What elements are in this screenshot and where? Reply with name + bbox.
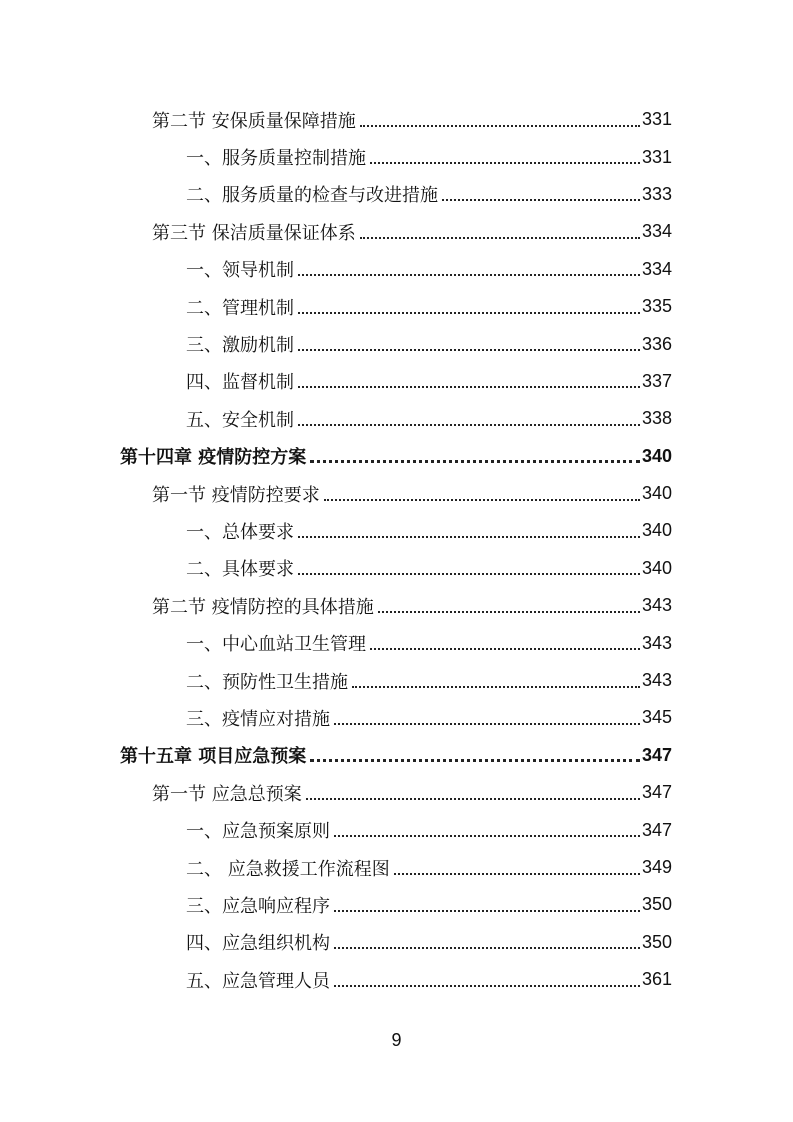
toc-entry-title: 第十四章 疫情防控方案 bbox=[120, 447, 307, 469]
toc-entry-page: 343 bbox=[641, 670, 672, 691]
toc-entry-title: 第二节 安保质量保障措施 bbox=[152, 110, 356, 132]
toc-entry-title: 第一节 疫情防控要求 bbox=[152, 484, 320, 506]
toc-entry-page: 338 bbox=[641, 408, 672, 429]
toc-entry-title: 四、应急组织机构 bbox=[186, 933, 330, 955]
toc-entry-title: 第三节 保洁质量保证体系 bbox=[152, 222, 356, 244]
page-number: 9 bbox=[391, 1030, 402, 1050]
toc-section-entry[interactable] bbox=[0, 774, 793, 811]
dot-leader bbox=[360, 111, 642, 129]
dot-leader bbox=[310, 447, 642, 465]
table-of-contents bbox=[0, 101, 793, 998]
toc-entry-page: 336 bbox=[641, 333, 672, 354]
toc-entry-page: 333 bbox=[641, 183, 672, 204]
toc-chapter-entry[interactable] bbox=[0, 438, 793, 475]
dot-leader bbox=[370, 148, 642, 166]
toc-item-entry[interactable] bbox=[0, 961, 793, 998]
dot-leader bbox=[298, 559, 642, 577]
toc-entry-page: 340 bbox=[641, 520, 672, 541]
toc-item-entry[interactable] bbox=[0, 138, 793, 175]
toc-entry-page: 334 bbox=[641, 221, 672, 242]
dot-leader bbox=[394, 859, 642, 877]
toc-entry-title: 二、预防性卫生措施 bbox=[186, 671, 348, 693]
toc-item-entry[interactable] bbox=[0, 624, 793, 661]
toc-entry-page: 347 bbox=[641, 744, 672, 765]
toc-item-entry[interactable] bbox=[0, 512, 793, 549]
toc-entry-title: 一、领导机制 bbox=[186, 260, 294, 282]
toc-entry-page: 335 bbox=[641, 296, 672, 317]
dot-leader bbox=[370, 634, 642, 652]
toc-item-entry[interactable] bbox=[0, 325, 793, 362]
toc-section-entry[interactable] bbox=[0, 101, 793, 138]
toc-item-entry[interactable] bbox=[0, 400, 793, 437]
toc-entry-page: 340 bbox=[641, 483, 672, 504]
toc-item-entry[interactable] bbox=[0, 251, 793, 288]
toc-section-entry[interactable] bbox=[0, 475, 793, 512]
toc-entry-title: 第二节 疫情防控的具体措施 bbox=[152, 596, 374, 618]
toc-entry-title: 一、中心血站卫生管理 bbox=[186, 634, 366, 656]
toc-entry-page: 347 bbox=[641, 782, 672, 803]
dot-leader bbox=[334, 933, 642, 951]
dot-leader bbox=[334, 821, 642, 839]
toc-entry-page: 343 bbox=[641, 632, 672, 653]
toc-item-entry[interactable] bbox=[0, 886, 793, 923]
dot-leader bbox=[298, 410, 642, 428]
toc-entry-page: 331 bbox=[641, 109, 672, 130]
toc-entry-title: 五、应急管理人员 bbox=[186, 970, 330, 992]
toc-entry-title: 三、疫情应对措施 bbox=[186, 708, 330, 730]
toc-entry-title: 第十五章 项目应急预案 bbox=[120, 746, 307, 768]
toc-entry-page: 334 bbox=[641, 258, 672, 279]
dot-leader bbox=[298, 298, 642, 316]
dot-leader bbox=[378, 597, 642, 615]
toc-item-entry[interactable] bbox=[0, 662, 793, 699]
toc-item-entry[interactable] bbox=[0, 924, 793, 961]
toc-entry-title: 一、总体要求 bbox=[186, 521, 294, 543]
toc-item-entry[interactable] bbox=[0, 811, 793, 848]
toc-item-entry[interactable] bbox=[0, 363, 793, 400]
dot-leader bbox=[334, 896, 642, 914]
toc-section-entry[interactable] bbox=[0, 587, 793, 624]
toc-entry-title: 一、服务质量控制措施 bbox=[186, 148, 366, 170]
toc-entry-page: 347 bbox=[641, 819, 672, 840]
dot-leader bbox=[334, 971, 642, 989]
toc-entry-title: 三、激励机制 bbox=[186, 335, 294, 357]
toc-entry-page: 340 bbox=[641, 445, 672, 466]
toc-entry-title: 二、管理机制 bbox=[186, 297, 294, 319]
toc-section-entry[interactable] bbox=[0, 213, 793, 250]
dot-leader bbox=[298, 372, 642, 390]
toc-entry-title: 第一节 应急总预案 bbox=[152, 783, 302, 805]
toc-item-entry[interactable] bbox=[0, 288, 793, 325]
toc-entry-page: 337 bbox=[641, 370, 672, 391]
toc-entry-title: 五、安全机制 bbox=[186, 409, 294, 431]
toc-entry-page: 331 bbox=[641, 146, 672, 167]
toc-item-entry[interactable] bbox=[0, 550, 793, 587]
dot-leader bbox=[310, 746, 642, 764]
dot-leader bbox=[360, 223, 642, 241]
toc-chapter-entry[interactable] bbox=[0, 737, 793, 774]
toc-entry-page: 350 bbox=[641, 894, 672, 915]
dot-leader bbox=[298, 522, 642, 540]
toc-entry-title: 三、应急响应程序 bbox=[186, 895, 330, 917]
toc-entry-page: 340 bbox=[641, 557, 672, 578]
toc-entry-page: 361 bbox=[641, 969, 672, 990]
dot-leader bbox=[334, 709, 642, 727]
toc-item-entry[interactable] bbox=[0, 699, 793, 736]
dot-leader bbox=[324, 485, 642, 503]
toc-item-entry[interactable] bbox=[0, 176, 793, 213]
toc-item-entry[interactable] bbox=[0, 849, 793, 886]
dot-leader bbox=[306, 784, 642, 802]
dot-leader bbox=[352, 672, 642, 690]
toc-entry-title: 二、 应急救援工作流程图 bbox=[186, 858, 390, 880]
toc-entry-title: 二、具体要求 bbox=[186, 559, 294, 581]
toc-entry-title: 四、监督机制 bbox=[186, 372, 294, 394]
dot-leader bbox=[298, 335, 642, 353]
toc-entry-page: 350 bbox=[641, 931, 672, 952]
toc-entry-title: 一、应急预案原则 bbox=[186, 821, 330, 843]
toc-entry-page: 345 bbox=[641, 707, 672, 728]
toc-entry-page: 343 bbox=[641, 595, 672, 616]
dot-leader bbox=[442, 185, 642, 203]
toc-entry-title: 二、服务质量的检查与改进措施 bbox=[186, 185, 438, 207]
toc-entry-page: 349 bbox=[641, 857, 672, 877]
dot-leader bbox=[298, 260, 642, 278]
